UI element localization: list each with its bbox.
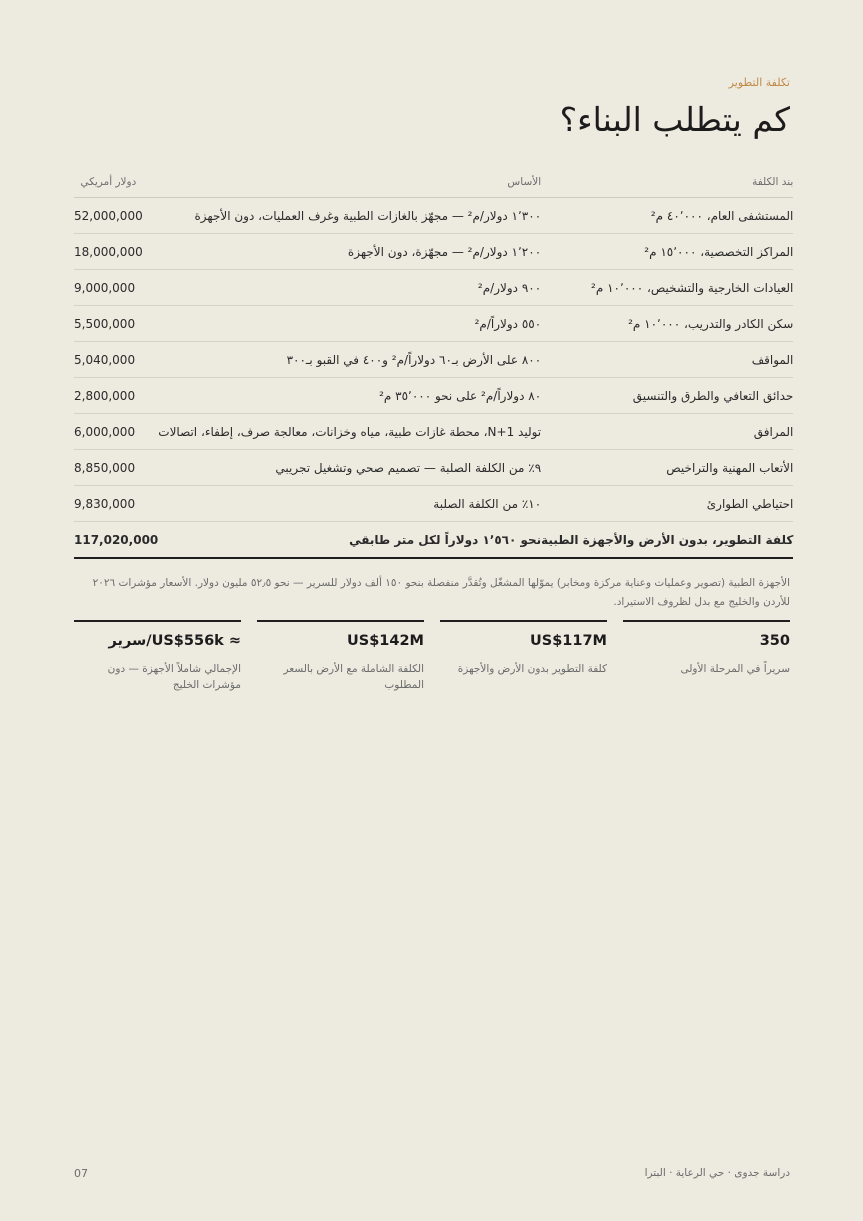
- row-item: سكن الكادر والتدريب، ١٠٬٠٠٠ م²: [541, 306, 793, 342]
- row-usd: 8,850,000: [74, 450, 158, 486]
- table-row: [74, 486, 793, 522]
- row-item: الأتعاب المهنية والتراخيص: [541, 450, 793, 486]
- page-number: 07: [74, 1167, 88, 1180]
- table-row: [74, 234, 793, 270]
- row-item: حدائق التعافي والطرق والتنسيق: [541, 378, 793, 414]
- stat-card: [623, 620, 790, 693]
- stat-label: الكلفة الشاملة مع الأرض بالسعر المطلوب: [283, 663, 424, 691]
- page-title: كم يتطلب البناء؟: [559, 100, 790, 139]
- total-item: كلفة التطوير، بدون الأرض والأجهزة الطبية: [541, 522, 793, 559]
- row-basis: ١٬٣٠٠ دولار/م² — مجهّز بالغازات الطبية وغرف العمليات، دون الأجهزة: [158, 198, 541, 234]
- stat-card: [257, 620, 424, 693]
- row-usd: 5,040,000: [74, 342, 158, 378]
- cost-table: [74, 166, 793, 559]
- row-basis: توليد N+1، محطة غازات طبية، مياه وخزانات، معالجة صرف، إطفاء، اتصالات: [158, 414, 541, 450]
- row-basis: ٨٠٠ على الأرض بـ٦٠ دولاراً/م² و٤٠٠ في القبو بـ٣٠٠: [158, 342, 541, 378]
- document-title: دراسة جدوى · حي الرعاية · البترا: [644, 1167, 790, 1179]
- header-item: بند الكلفة: [541, 166, 793, 198]
- stat-value: ≈ US$556k/سرير: [108, 633, 241, 649]
- row-usd: 5,500,000: [74, 306, 158, 342]
- row-item: المراكز التخصصية، ١٥٬٠٠٠ م²: [541, 234, 793, 270]
- row-usd: 6,000,000: [74, 414, 158, 450]
- row-item: العيادات الخارجية والتشخيص، ١٠٬٠٠٠ م²: [541, 270, 793, 306]
- row-basis: ١٠٪ من الكلفة الصلبة: [158, 486, 541, 522]
- stat-card: [440, 620, 607, 693]
- table-row: [74, 414, 793, 450]
- table-row: [74, 450, 793, 486]
- row-basis: ١٬٢٠٠ دولار/م² — مجهّزة، دون الأجهزة: [158, 234, 541, 270]
- row-usd: 9,830,000: [74, 486, 158, 522]
- total-row: [74, 522, 793, 559]
- section-eyebrow: تكلفة التطوير: [728, 76, 790, 89]
- key-stats: [74, 620, 790, 693]
- row-usd: 2,800,000: [74, 378, 158, 414]
- footnote: الأجهزة الطبية (تصوير وعمليات وعناية مركزة ومخابر) يموّلها المشغّل وتُقدَّر منفصلة بنحو ١٥٠ ألف دولار للسرير — نحو ٥٢٫٥ مليون دولار. الأسعار مؤشرات ٢٠٢٦ للأردن والخليج مع بدل لظروف الاستيراد.: [92, 577, 790, 608]
- table-row: [74, 306, 793, 342]
- row-basis: ٩٪ من الكلفة الصلبة — تصميم صحي وتشغيل تجريبي: [158, 450, 541, 486]
- row-item: المواقف: [541, 342, 793, 378]
- stat-value: US$117M: [529, 633, 607, 649]
- table-row: [74, 198, 793, 234]
- table-row: [74, 342, 793, 378]
- stat-value: 350: [759, 633, 790, 649]
- row-basis: ٩٠٠ دولار/م²: [158, 270, 541, 306]
- row-basis: ٨٠ دولاراً/م² على نحو ٣٥٬٠٠٠ م²: [158, 378, 541, 414]
- table-row: [74, 270, 793, 306]
- total-basis: نحو ١٬٥٦٠ دولاراً لكل متر طابقي: [158, 522, 541, 559]
- stat-label: الإجمالي شاملاً الأجهزة — دون مؤشرات الخليج: [107, 663, 241, 691]
- row-item: المستشفى العام، ٤٠٬٠٠٠ م²: [541, 198, 793, 234]
- header-usd: [74, 166, 158, 198]
- stat-value: US$142M: [346, 633, 424, 649]
- header-usd-label: دولار أمريكي: [80, 175, 137, 188]
- table-row: [74, 378, 793, 414]
- total-usd: 117,020,000: [74, 522, 158, 559]
- page: [74, 0, 794, 1221]
- table-header-row: [74, 166, 793, 198]
- stat-label: كلفة التطوير بدون الأرض والأجهزة: [457, 663, 607, 675]
- row-usd: 18,000,000: [74, 234, 158, 270]
- row-usd: 9,000,000: [74, 270, 158, 306]
- stat-card: [74, 620, 241, 693]
- row-usd: 52,000,000: [74, 198, 158, 234]
- stat-label: سريراً في المرحلة الأولى: [680, 663, 790, 675]
- row-basis: ٥٥٠ دولاراً/م²: [158, 306, 541, 342]
- row-item: المرافق: [541, 414, 793, 450]
- row-item: احتياطي الطوارئ: [541, 486, 793, 522]
- header-basis: الأساس: [158, 166, 541, 198]
